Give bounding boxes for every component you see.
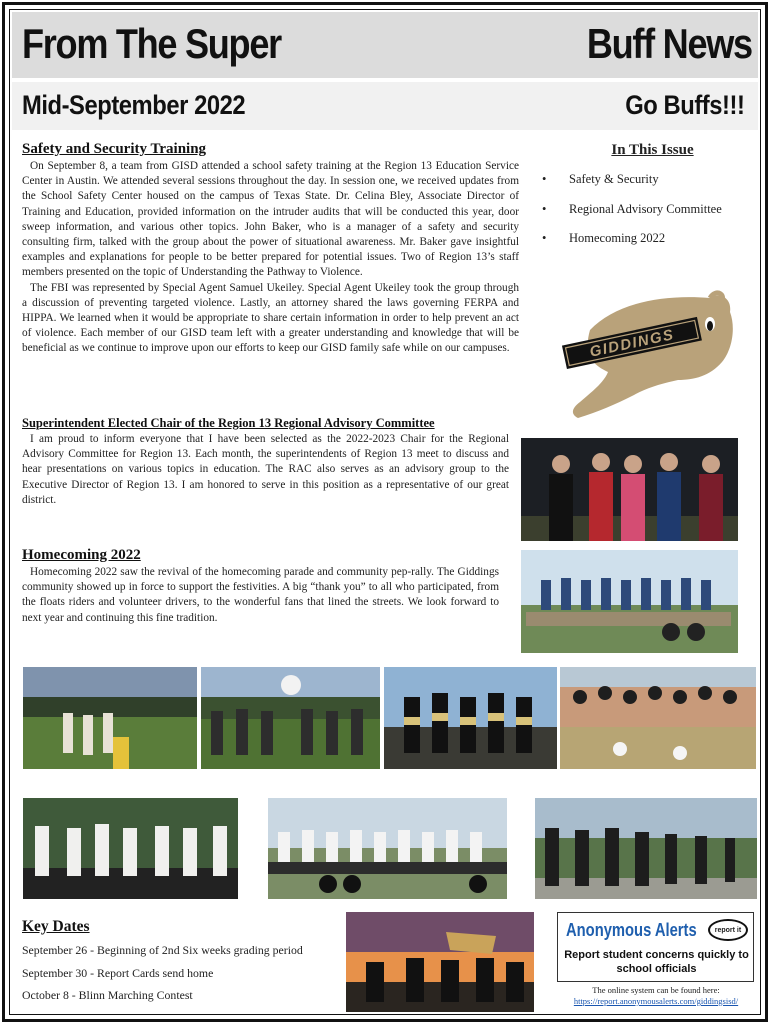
key-dates-list	[22, 943, 303, 1011]
anonymous-alerts-tagline: Report student concerns quickly to school officials	[564, 949, 749, 975]
photo-football-team-run-out	[346, 912, 534, 1012]
photo-float-riders	[560, 667, 756, 769]
issue-date: Mid-September 2022	[22, 90, 246, 120]
safety-section-body	[22, 159, 519, 357]
photo-team-trailer	[268, 798, 507, 899]
homecoming-paragraph: Homecoming 2022 saw the revival of the homecoming parade and community pep-rally. The Giddings community showed up in force to support the festivities. A big “thank you” to all who participated, from the floats riders and volunteer drivers, to the wonderful fans that lined the streets. We look forward to next year and continuing this fine tradition.	[22, 566, 499, 624]
photo-cheer-stage	[23, 798, 238, 899]
in-this-issue-title: In This Issue	[611, 142, 694, 158]
subhead	[12, 82, 758, 130]
anonymous-alerts-note-text: The online system can be found here:	[592, 985, 720, 995]
toc-item: • Safety & Security	[542, 172, 659, 186]
photo-pep-rally-dancers	[23, 667, 197, 769]
photo-pep-rally-crowd	[201, 667, 380, 769]
rac-paragraph: I am proud to inform everyone that I have been selected as the 2022-2023 Chair for the Regional Advisory Committee for Region 13. Each month, the superintendents of Region 13 meet to discuss and hear presentations on various topics in education. The RAC also serves as an advisory group to the Executive Director of Region 13. I am honored to serve in this position as a representative of our great district.	[22, 433, 509, 506]
key-date-item: September 26 - Beginning of 2nd Six weeks grading period	[22, 943, 303, 957]
giddings-buffalo-logo	[560, 290, 740, 420]
toc-item: • Homecoming 2022	[542, 231, 666, 245]
anonymous-alerts-link[interactable]: https://report.anonymousalerts.com/giddingsisd/	[573, 996, 739, 1006]
report-it-badge-icon: report it	[708, 919, 748, 941]
safety-section-title: Safety and Security Training	[22, 141, 207, 157]
anonymous-alerts-banner[interactable]	[557, 912, 754, 982]
safety-paragraph-1: On September 8, a team from GISD attended a school safety training at the Region 13 Education Service Center in Austin. We attended several sessions throughout the day. In session one, we received updates from the School Safety Center housed on the campus of Texas State. Dr. Celina Bley, Associate Director of Training and Education, provided information on the intruder audits that will be conducted this year, door sweep information, and various other topics. John Baker, who is a manager of a safety and security consulting firm, talked with the group about the power of situational awareness. Mr. Baker gave insightful examples and explanations for people to be better prepared for potential issues. Two of Region 13’s staff members presented on the topic of Understanding the Pathway to Violence.	[22, 160, 519, 279]
masthead-newsletter-name: Buff News	[587, 20, 752, 67]
photo-marching-band	[535, 798, 757, 899]
homecoming-section-body	[22, 565, 499, 626]
safety-paragraph-2: The FBI was represented by Special Agent Samuel Ukeiley. Special Agent Ukeiley took the group through a discussion of preventing targeted violence. Lastly, an attorney shared the laws governing FERPA and HIPPA. We learned when it would be appropriate to share certain information in order to help prevent an act of violence. Each member of our GISD team left with a greater understanding and knowledge that will be beneficial as we continue to improve upon our efforts to keep our GISD family safe while on our campuses.	[22, 281, 519, 355]
in-this-issue-list	[542, 172, 722, 261]
photo-band-stage	[384, 667, 557, 769]
key-dates-title: Key Dates	[22, 918, 90, 935]
logo-text: GIDDINGS	[588, 326, 676, 361]
slogan: Go Buffs!!!	[624, 90, 744, 120]
toc-item: • Regional Advisory Committee	[542, 201, 722, 216]
masthead	[12, 12, 758, 78]
homecoming-section-title: Homecoming 2022	[22, 547, 141, 563]
photo-homecoming-court	[521, 438, 738, 541]
photo-parade-float	[521, 550, 738, 653]
rac-section-body	[22, 432, 509, 508]
masthead-title: From The Super	[22, 20, 281, 67]
anonymous-alerts-brand: Anonymous Alerts	[566, 920, 697, 940]
key-date-item: September 30 - Report Cards send home	[22, 965, 214, 980]
key-date-item: October 8 - Blinn Marching Contest	[22, 988, 193, 1002]
rac-section-title: Superintendent Elected Chair of the Region 13 Regional Advisory Committee	[22, 416, 435, 430]
anonymous-alerts-note	[560, 985, 752, 1007]
